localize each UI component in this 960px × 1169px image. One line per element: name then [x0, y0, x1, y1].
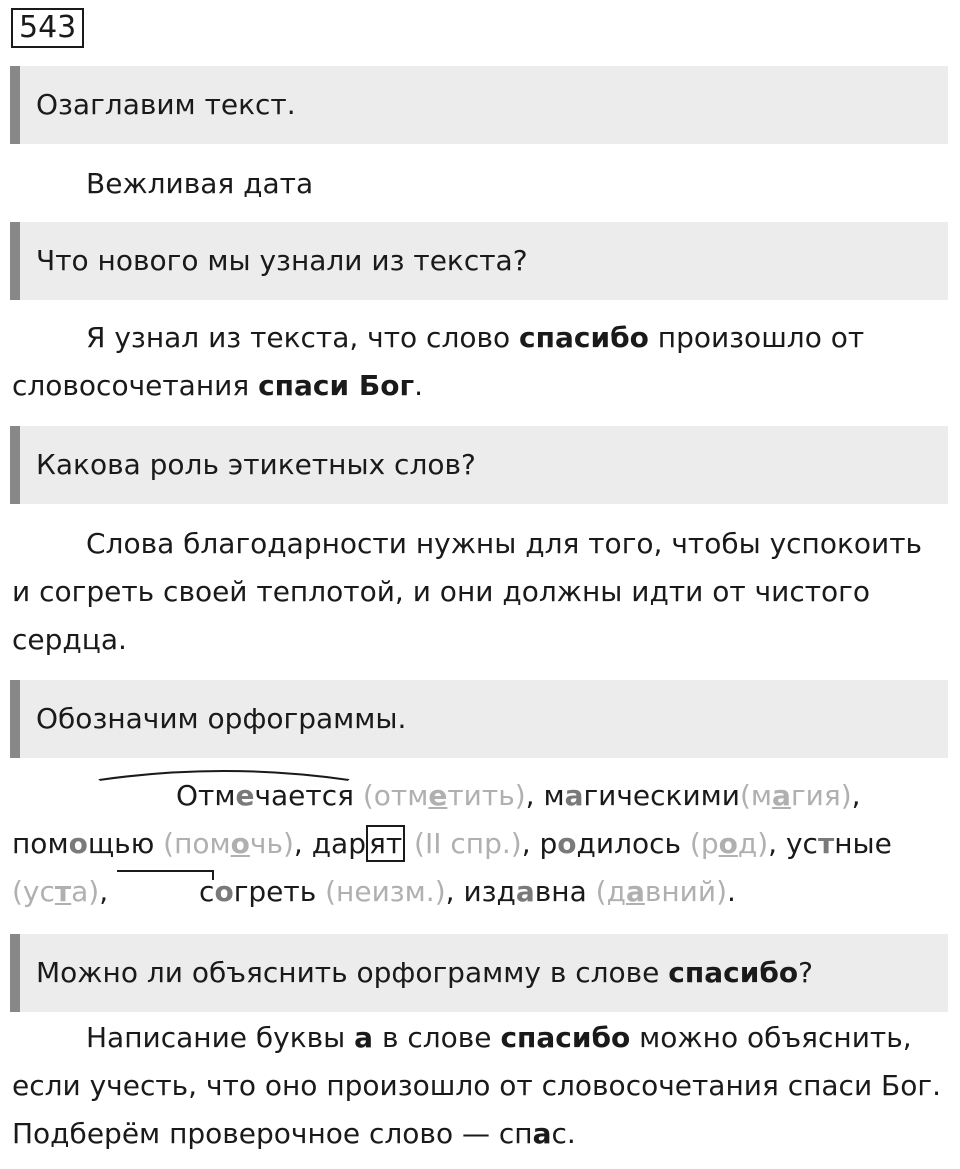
- question-title: Озаглавим текст.: [10, 66, 948, 144]
- word-ending-box: ят: [366, 825, 405, 862]
- check-word-5: (род): [689, 827, 769, 860]
- check-word-4: (II спр.): [414, 827, 522, 860]
- prefix-mark: с: [117, 868, 214, 916]
- root-word-1: Отмечается: [94, 772, 354, 820]
- check-word-2: (магия): [739, 779, 852, 812]
- question-spasibo: Можно ли объяснить орфограмму в слове спасибо?: [10, 934, 948, 1012]
- check-word-6: (уста): [12, 875, 100, 908]
- answer-spasibo: Написание буквы а в слове спасибо можно объяснить, если учесть, что оно произошло от словосочетания спаси Бог. Подберём проверочное слово — спас.: [12, 1021, 942, 1150]
- answer-title: Вежливая дата: [86, 167, 314, 200]
- answer-etiquette-role: Слова благодарности нужны для того, чтобы успокоить и согреть своей теплотой, и они должны идти от чистого сердца.: [12, 527, 923, 656]
- question-new-info: Что нового мы узнали из текста?: [10, 222, 948, 300]
- answer-new-info: Я узнал из текста, что слово спасибо произошло от словосочетания спаси Бог.: [12, 321, 865, 402]
- check-word-8: (давний): [595, 875, 728, 908]
- exercise-number: 543: [11, 8, 84, 48]
- check-word-3: (помочь): [163, 827, 294, 860]
- check-word-7: (неизм.): [325, 875, 446, 908]
- check-word-1: (отметить): [362, 779, 526, 812]
- question-orthograms: Обозначим орфограммы.: [10, 680, 948, 758]
- answer-orthograms: Отмечается (отметить), магическими(магия), помощью (помочь), дар ят (II спр.), родилось (род), устные (уста), согреть (неизм.), издавна (давний).: [12, 772, 948, 916]
- question-etiquette-role: Какова роль этикетных слов?: [10, 426, 948, 504]
